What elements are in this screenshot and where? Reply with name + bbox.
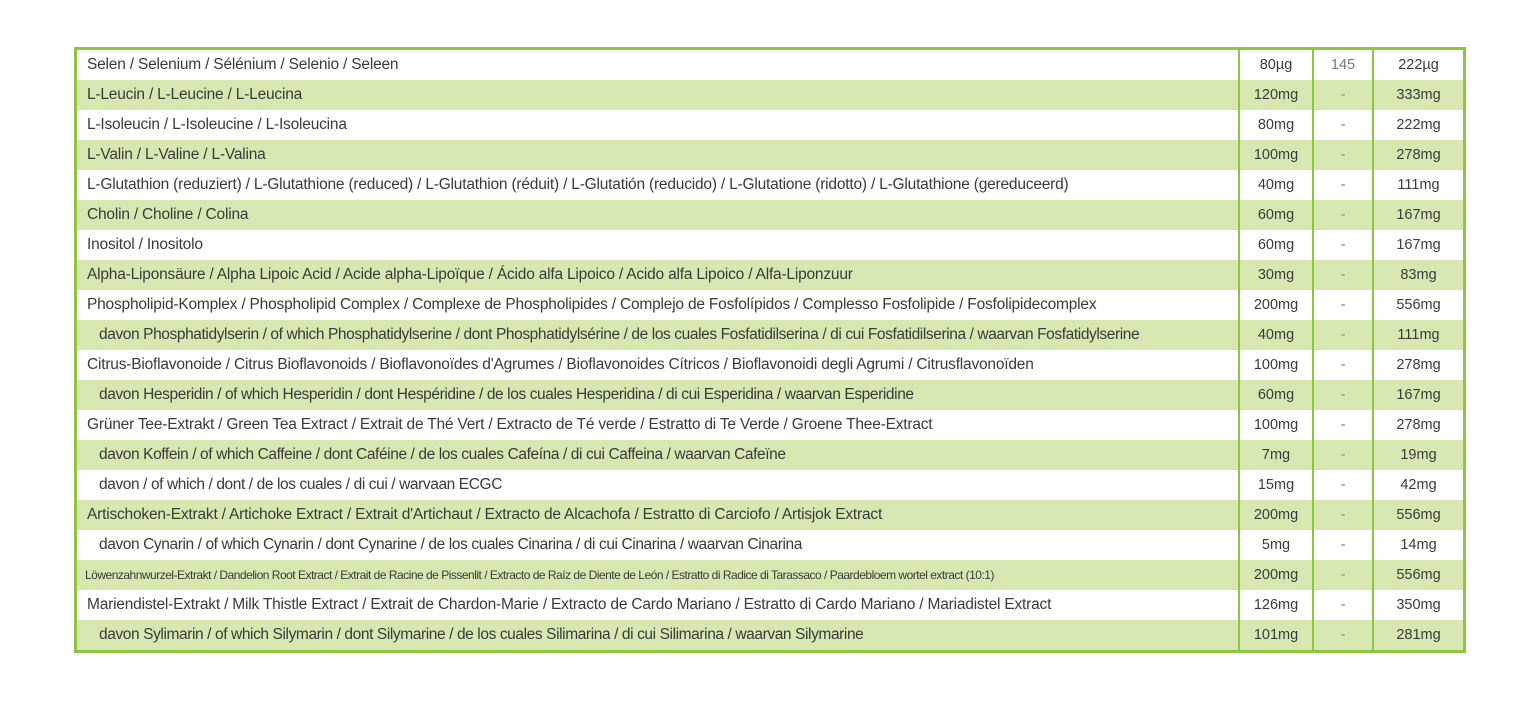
ingredient-name-cell: Mariendistel-Extrakt / Milk Thistle Extract / Extrait de Chardon-Marie / Extracto de Cardo Mariano / Estratto di Cardo Mariano / Mariadistel Extract [77,590,1239,620]
table-row [77,380,1463,410]
amount-per-serving-cell: 200mg [1239,500,1313,530]
amount-per-serving-cell: 40mg [1239,320,1313,350]
table-row [77,230,1463,260]
ingredient-name-cell: Grüner Tee-Extrakt / Green Tea Extract / Extrait de Thé Vert / Extracto de Té verde / Estratto di Te Verde / Groene Thee-Extract [77,410,1239,440]
amount-per-100-cell: 83mg [1373,260,1463,290]
reference-intake-cell: - [1313,470,1373,500]
amount-per-serving-cell: 80µg [1239,50,1313,80]
ingredient-name-cell: davon Phosphatidylserin / of which Phosphatidylserine / dont Phosphatidylsérine / de los cuales Fosfatidilserina / di cui Fosfatidilserina / waarvan Fosfatidylserine [77,320,1239,350]
ingredient-name-cell: Alpha-Liponsäure / Alpha Lipoic Acid / Acide alpha-Lipoïque / Ácido alfa Lipoico / Acido alfa Lipoico / Alfa-Liponzuur [77,260,1239,290]
reference-intake-cell: - [1313,320,1373,350]
table-row [77,50,1463,80]
amount-per-100-cell: 222µg [1398,57,1439,73]
table-row [77,260,1463,290]
amount-per-100-cell: 278mg [1373,140,1463,170]
amount-per-100-cell: 222mg [1396,117,1441,133]
amount-per-100-cell: 111mg [1373,320,1463,350]
table-row [77,620,1463,650]
amount-per-serving-cell: 15mg [1239,470,1313,500]
amount-per-serving-cell: 80mg [1239,110,1313,140]
table-row [77,170,1463,200]
ingredient-name-cell: davon Cynarin / of which Cynarin / dont Cynarine / de los cuales Cinarina / di cui Cinarina / waarvan Cinarina [77,530,1239,560]
amount-per-100-cell: 281mg [1373,620,1463,650]
amount-per-serving-cell: 30mg [1239,260,1313,290]
ingredient-name-cell: Cholin / Choline / Colina [77,200,1239,230]
ingredient-name-cell: davon Sylimarin / of which Silymarin / dont Silymarine / de los cuales Silimarina / di cui Silimarina / waarvan Silymarine [77,620,1239,650]
reference-intake-cell: - [1313,620,1373,650]
ingredient-name-cell: davon / of which / dont / de los cuales / di cui / warvaan ECGC [77,470,1239,500]
reference-intake-cell: - [1313,530,1373,560]
amount-per-serving-cell: 40mg [1239,170,1313,200]
ingredient-name-cell: davon Koffein / of which Caffeine / dont Caféine / de los cuales Cafeína / di cui Caffeina / waarvan Cafeïne [77,440,1239,470]
amount-per-100-cell: 19mg [1373,440,1463,470]
reference-intake-cell: - [1313,140,1373,170]
amount-per-serving-cell: 100mg [1239,140,1313,170]
ingredient-name-cell: L-Valin / L-Valine / L-Valina [77,140,1239,170]
amount-per-100-cell: 167mg [1396,237,1441,253]
amount-per-100-cell: 556mg [1373,560,1463,590]
amount-per-100-cell: 42mg [1400,477,1437,493]
reference-intake-cell: - [1313,170,1373,200]
amount-per-100-cell: 14mg [1400,537,1437,553]
amount-per-serving-cell: 60mg [1239,230,1313,260]
reference-intake-cell: - [1313,590,1373,620]
reference-intake-cell: - [1313,380,1373,410]
table-row [77,410,1463,440]
amount-per-100-cell: 167mg [1373,200,1463,230]
table-row [77,290,1463,320]
reference-intake-cell: - [1313,350,1373,380]
table-row [77,80,1463,110]
reference-intake-cell: - [1313,410,1373,440]
amount-per-100-cell: 556mg [1373,500,1463,530]
table-row [77,560,1463,590]
reference-intake-cell: - [1313,290,1373,320]
reference-intake-cell: - [1313,200,1373,230]
amount-per-serving-cell: 120mg [1239,80,1313,110]
reference-intake-cell: 145 [1313,50,1373,80]
amount-per-serving-cell: 60mg [1239,200,1313,230]
ingredients-table [77,50,1463,650]
ingredient-name-cell: L-Glutathion (reduziert) / L-Glutathione (reduced) / L-Glutathion (réduit) / L-Glutatión (reducido) / L-Glutatione (ridotto) / L-Glutathione (gereduceerd) [77,170,1239,200]
amount-per-100-cell: 350mg [1396,597,1441,613]
ingredient-name-cell: Citrus-Bioflavonoide / Citrus Bioflavonoids / Bioflavonoïdes d'Agrumes / Bioflavonoides Cítricos / Bioflavonoidi degli Agrumi / Citrusflavonoïden [77,350,1239,380]
amount-per-serving-cell: 7mg [1239,440,1313,470]
table-row [77,140,1463,170]
ingredient-name-cell: davon Hesperidin / of which Hesperidin / dont Hespéridine / de los cuales Hesperidina / di cui Esperidina / waarvan Esperidine [77,380,1239,410]
amount-per-100-cell: 333mg [1373,80,1463,110]
amount-per-serving-cell: 200mg [1239,290,1313,320]
amount-per-serving-cell: 126mg [1239,590,1313,620]
amount-per-serving-cell: 100mg [1239,410,1313,440]
table-row [77,590,1463,620]
ingredient-name-cell: Inositol / Inositolo [77,230,1239,260]
amount-per-serving-cell: 100mg [1239,350,1313,380]
ingredient-name-cell: L-Isoleucin / L-Isoleucine / L-Isoleucina [77,110,1239,140]
reference-intake-cell: - [1313,500,1373,530]
table-row [77,200,1463,230]
table-row [77,530,1463,560]
reference-intake-cell: - [1313,80,1373,110]
ingredient-name-cell: Löwenzahnwurzel-Extrakt / Dandelion Root Extract / Extrait de Racine de Pissenlit / Extracto de Raíz de Diente de León / Estratto di Radice di Tarassaco / Paardebloem wortel extract (10:1) [77,560,1239,590]
reference-intake-cell: - [1313,110,1373,140]
amount-per-serving-cell: 5mg [1239,530,1313,560]
reference-intake-cell: - [1313,230,1373,260]
amount-per-serving-cell: 200mg [1239,560,1313,590]
amount-per-serving-cell: 60mg [1239,380,1313,410]
amount-per-100-cell: 111mg [1397,177,1440,193]
table-row [77,110,1463,140]
table-body [77,50,1463,650]
table-row [77,470,1463,500]
ingredient-name-cell: Selen / Selenium / Sélénium / Selenio / Seleen [77,50,1239,80]
amount-per-serving-cell: 101mg [1239,620,1313,650]
table-row [77,320,1463,350]
ingredient-name-cell: Phospholipid-Komplex / Phospholipid Complex / Complexe de Phospholipides / Complejo de Fosfolípidos / Complesso Fosfolipide / Fosfolipidecomplex [77,290,1239,320]
nutrition-table [74,47,1466,653]
amount-per-100-cell: 167mg [1373,380,1463,410]
ingredient-name-cell: L-Leucin / L-Leucine / L-Leucina [77,80,1239,110]
amount-per-100-cell: 278mg [1396,357,1441,373]
table-row [77,350,1463,380]
ingredient-name-cell: Artischoken-Extrakt / Artichoke Extract / Extrait d'Artichaut / Extracto de Alcachofa / Estratto di Carciofo / Artisjok Extract [77,500,1239,530]
table-row [77,500,1463,530]
reference-intake-cell: - [1313,560,1373,590]
reference-intake-cell: - [1313,440,1373,470]
amount-per-100-cell: 556mg [1396,297,1441,313]
table-row [77,440,1463,470]
reference-intake-cell: - [1313,260,1373,290]
amount-per-100-cell: 278mg [1396,417,1441,433]
